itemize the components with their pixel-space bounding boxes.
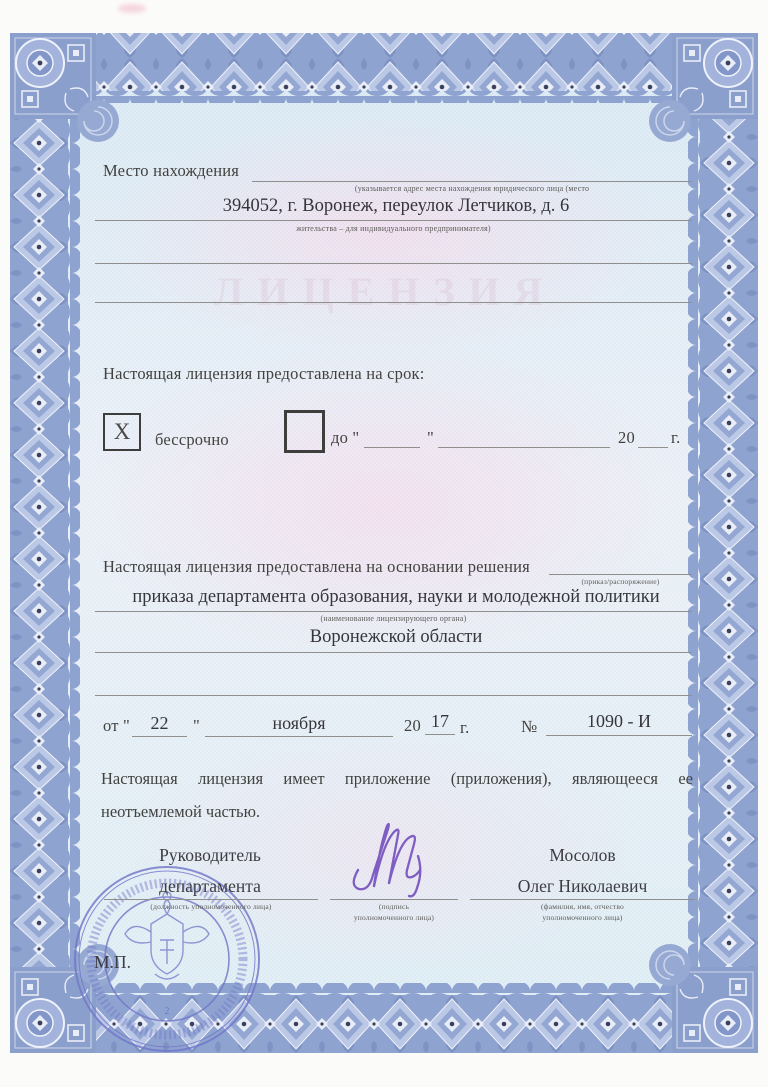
term-label: Настоящая лицензия предоставлена на срок: bbox=[103, 364, 425, 383]
location-hint-bottom: жительства – для индивидуального предпринимателя) bbox=[296, 224, 491, 233]
location-line-4 bbox=[95, 282, 692, 303]
name-hint-line1: (фамилия, имя, отчество bbox=[540, 902, 625, 911]
number-sign: № bbox=[521, 717, 538, 736]
license-number: 1090 - И bbox=[546, 711, 692, 736]
perpetual-label: бессрочно bbox=[155, 430, 229, 449]
location-hint-top: (указывается адрес места нахождения юридического лица (место bbox=[354, 184, 590, 193]
spacer-line bbox=[95, 675, 692, 696]
location-line-2 bbox=[95, 200, 692, 221]
basis-hint: (приказ/распоряжение) bbox=[581, 577, 660, 586]
basis-line-small bbox=[549, 558, 692, 575]
signer-position-line2: департамента bbox=[159, 876, 261, 896]
until-checkbox bbox=[284, 410, 325, 453]
basis-line-2 bbox=[95, 632, 692, 653]
name-line bbox=[470, 880, 695, 900]
stamp-place-mark: М.П. bbox=[94, 952, 131, 972]
name-hint-line2: уполномоченного лица) bbox=[542, 913, 623, 922]
until-month-line bbox=[438, 428, 610, 448]
date-month: ноября bbox=[205, 713, 393, 737]
basis-value-line1: приказа департамента образования, науки и молодежной политики bbox=[132, 587, 660, 607]
date-quote: " bbox=[193, 716, 200, 735]
signature-hint-line1: (подпись bbox=[378, 902, 410, 911]
until-year-prefix: 20 bbox=[618, 428, 635, 447]
appendix-line2: неотъемлемой частью. bbox=[101, 802, 261, 821]
date-from-label: от " bbox=[103, 716, 130, 735]
position-hint: (должность уполномоченного лица) bbox=[150, 902, 272, 911]
date-year-prefix: 20 bbox=[404, 716, 421, 735]
basis-label: Настоящая лицензия предоставлена на основании решения bbox=[103, 557, 530, 576]
signature-hint-line2: уполномоченного лица) bbox=[353, 913, 435, 922]
until-prefix: до " bbox=[331, 428, 360, 447]
location-label: Место нахождения bbox=[103, 161, 240, 180]
scan-pink-smudge bbox=[118, 4, 146, 13]
stamp-digit: 2 bbox=[164, 1006, 170, 1017]
location-value: 394052, г. Воронеж, переулок Летчиков, д. 6 bbox=[222, 196, 570, 216]
date-year: 17 bbox=[425, 711, 455, 735]
date-day: 22 bbox=[132, 713, 187, 737]
perpetual-checkbox-mark: X bbox=[113, 419, 131, 444]
signer-name-line2: Олег Николаевич bbox=[517, 876, 648, 896]
appendix-line1: Настоящая лицензия имеет приложение (приложения), являющееся ее bbox=[101, 769, 693, 788]
signer-position-line1: Руководитель bbox=[159, 845, 261, 865]
signer-name-line1: Мосолов bbox=[549, 845, 616, 865]
signature-line bbox=[330, 880, 458, 900]
watermark-ghost-text: ЛИЦЕНЗИЯ bbox=[213, 269, 557, 314]
basis-hint2: (наименование лицензирующего органа) bbox=[320, 614, 467, 623]
position-line bbox=[104, 880, 318, 900]
until-year-suffix: г. bbox=[671, 428, 681, 447]
date-year-suffix: г. bbox=[460, 718, 470, 737]
basis-value-line2: Воронежской области bbox=[309, 627, 483, 647]
location-line-1 bbox=[252, 162, 692, 182]
location-line-3 bbox=[95, 243, 692, 264]
until-day-line bbox=[364, 428, 420, 448]
basis-line-1 bbox=[95, 591, 692, 612]
until-quote: " bbox=[427, 428, 434, 447]
until-year-line bbox=[638, 428, 668, 448]
perpetual-checkbox bbox=[103, 413, 141, 451]
